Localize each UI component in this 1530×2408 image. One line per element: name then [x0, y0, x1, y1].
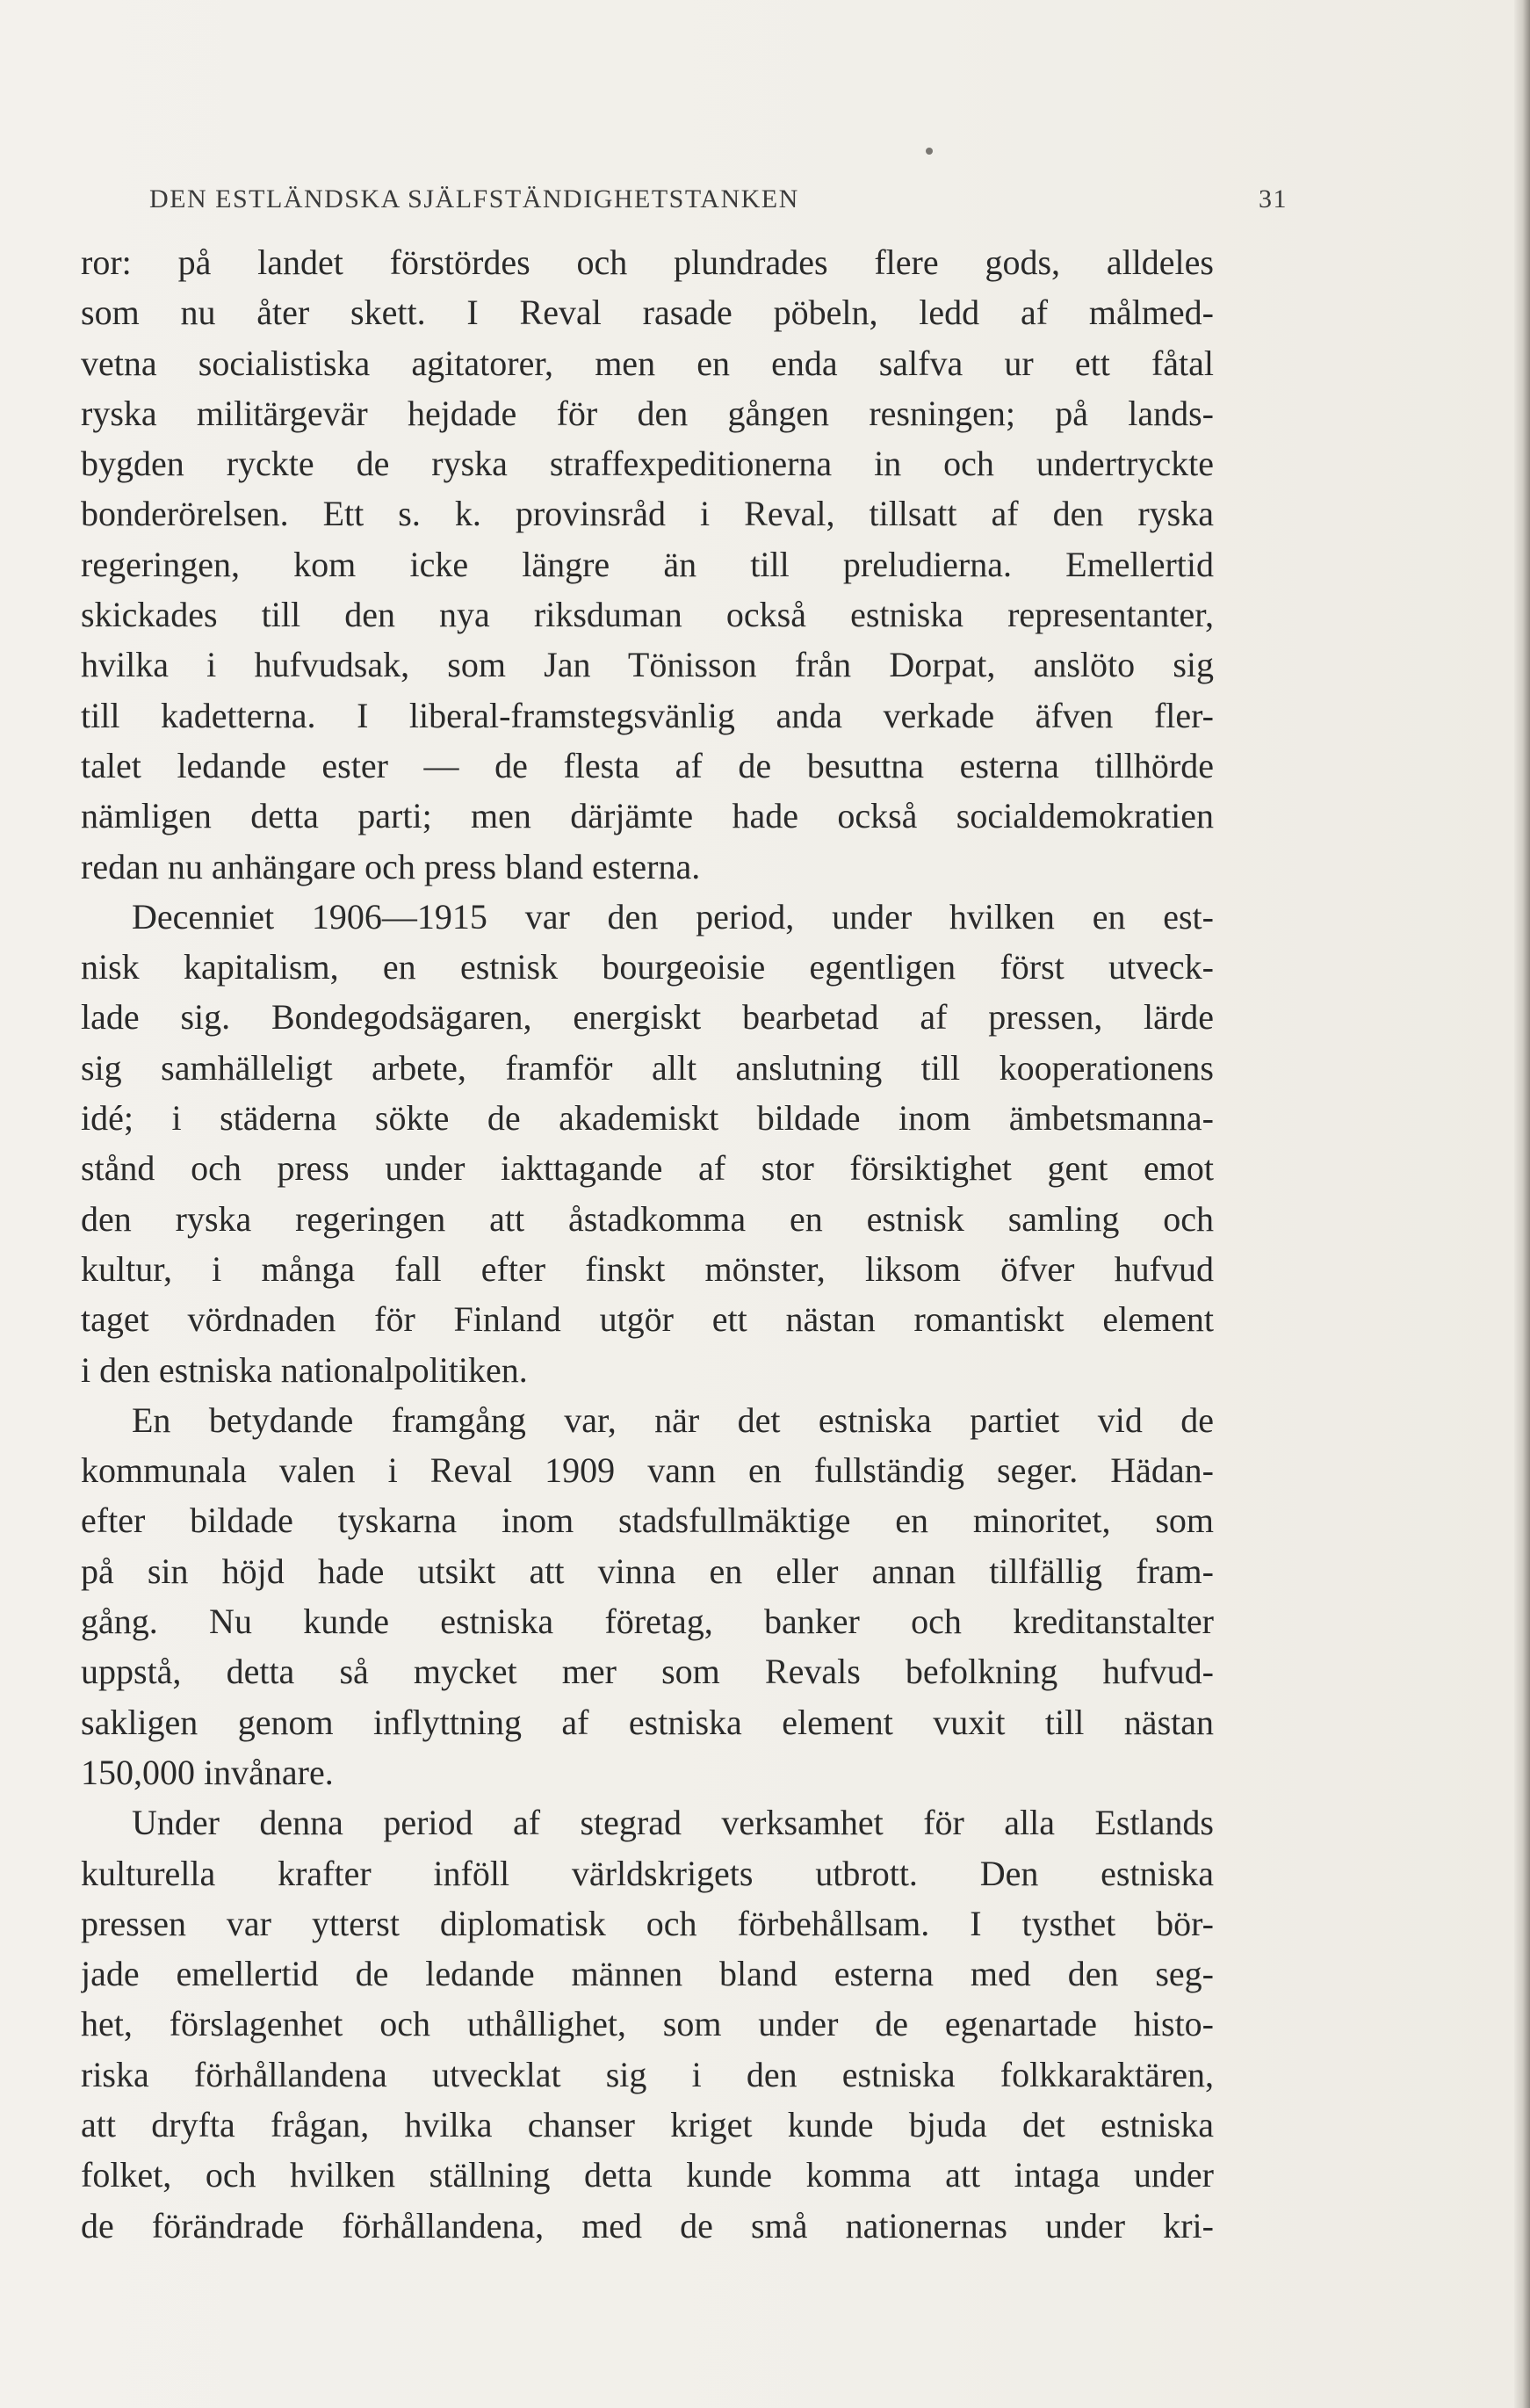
text-line: uppstå, detta så mycket mer som Revals befolkning hufvud-: [81, 1652, 1214, 1692]
text-line: sig samhälleligt arbete, framför allt anslutning till kooperationens: [81, 1047, 1214, 1088]
ink-dot-mark: [926, 148, 933, 155]
text-line: ror: på landet förstördes och plundrades flere gods, alldeles: [81, 242, 1214, 282]
paragraph-start-line: En betydande framgång var, när det estniska partiet vid de: [132, 1399, 1214, 1440]
text-line: kultur, i många fall efter finskt mönster, liksom öfver hufvud: [81, 1248, 1214, 1289]
text-line: regeringen, kom icke längre än till preludierna. Emellertid: [81, 544, 1214, 584]
text-line: het, förslagenhet och uthållighet, som under de egenartade histo-: [81, 2004, 1214, 2044]
text-line: nisk kapitalism, en estnisk bourgeoisie egentligen först utveck-: [81, 947, 1214, 987]
text-line: som nu åter skett. I Reval rasade pöbeln, ledd af målmed-: [81, 293, 1214, 333]
text-line: bygden ryckte de ryska straffexpeditionerna in och undertryckte: [81, 444, 1214, 484]
text-line: efter bildade tyskarna inom stadsfullmäktige en minoritet, som: [81, 1500, 1214, 1541]
running-title: DEN ESTLÄNDSKA SJÄLFSTÄNDIGHETSTANKEN: [149, 184, 799, 213]
running-head: [149, 176, 1288, 220]
text-line: på sin höjd hade utsikt att vinna en eller annan tillfällig fram-: [81, 1551, 1214, 1591]
page-number: 31: [1259, 184, 1288, 213]
paragraph-end-line: 150,000 invånare.: [81, 1752, 334, 1792]
text-line: gång. Nu kunde estniska företag, banker och kreditanstalter: [81, 1602, 1214, 1642]
text-line: sakligen genom inflyttning af estniska element vuxit till nästan: [81, 1702, 1214, 1742]
text-line: lade sig. Bondegodsägaren, energiskt bearbetad af pressen, lärde: [81, 997, 1214, 1038]
text-line: folket, och hvilken ställning detta kunde komma att intaga under: [81, 2155, 1214, 2195]
paragraph-end-line: i den estniska nationalpolitiken.: [81, 1349, 528, 1390]
body-text: [81, 237, 1214, 2251]
text-line: till kadetterna. I liberal-framstegsvänlig anda verkade äfven fler-: [81, 695, 1214, 735]
text-line: kommunala valen i Reval 1909 vann en fullständig seger. Hädan-: [81, 1450, 1214, 1491]
text-line: bonderörelsen. Ett s. k. provinsråd i Reval, tillsatt af den ryska: [81, 494, 1214, 534]
paragraph-end-line: redan nu anhängare och press bland esterna.: [81, 846, 701, 886]
text-line: pressen var ytterst diplomatisk och förbehållsam. I tysthet bör-: [81, 1903, 1214, 1943]
text-line: idé; i städerna sökte de akademiskt bildade inom ämbetsmanna-: [81, 1098, 1214, 1139]
text-line: taget vördnaden för Finland utgör ett nästan romantiskt element: [81, 1299, 1214, 1340]
text-line: den ryska regeringen att åstadkomma en estnisk samling och: [81, 1198, 1214, 1239]
text-line: riska förhållandena utvecklat sig i den estniska folkkaraktären,: [81, 2054, 1214, 2094]
text-line: talet ledande ester — de flesta af de besuttna esterna tillhörde: [81, 745, 1214, 785]
text-line: nämligen detta parti; men därjämte hade också socialdemokratien: [81, 796, 1214, 836]
text-line: jade emellertid de ledande männen bland esterna med den seg-: [81, 1954, 1214, 1994]
text-line: kulturella krafter inföll världskrigets utbrott. Den estniska: [81, 1853, 1214, 1893]
text-line: att dryfta frågan, hvilka chanser kriget kunde bjuda det estniska: [81, 2104, 1214, 2144]
paragraph-start-line: Under denna period af stegrad verksamhet för alla Estlands: [132, 1803, 1214, 1843]
page-edge-shadow: [1514, 0, 1530, 2408]
text-line: stånd och press under iakttagande af stor försiktighet gent emot: [81, 1148, 1214, 1189]
text-line: de förändrade förhållandena, med de små nationernas under kri-: [81, 2205, 1214, 2245]
text-line: vetna socialistiska agitatorer, men en enda salfva ur ett fåtal: [81, 343, 1214, 383]
text-line: skickades till den nya riksduman också estniska representanter,: [81, 595, 1214, 635]
paragraph-start-line: Decenniet 1906—1915 var den period, under hvilken en est-: [132, 896, 1214, 936]
text-line: ryska militärgevär hejdade för den gången resningen; på lands-: [81, 393, 1214, 433]
text-line: hvilka i hufvudsak, som Jan Tönisson från Dorpat, anslöto sig: [81, 645, 1214, 685]
